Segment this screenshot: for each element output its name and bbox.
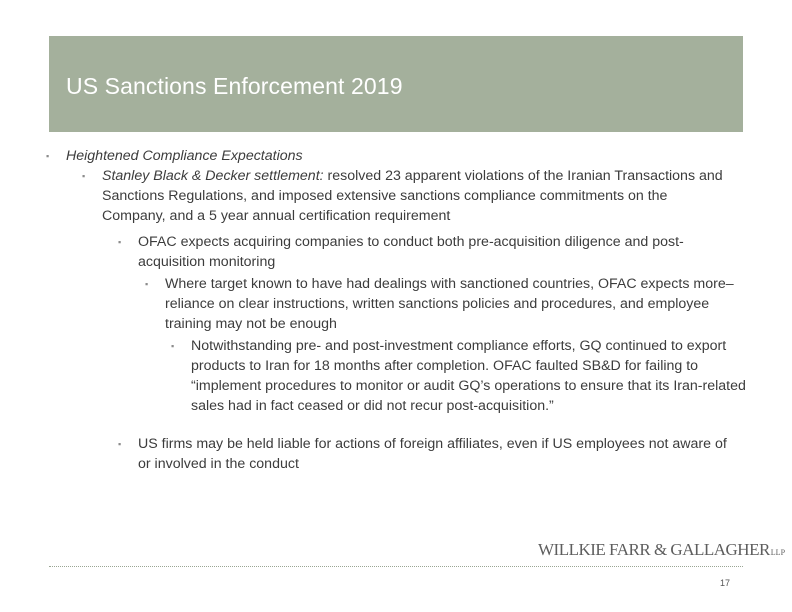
bullet-text: Heightened Compliance Expectations <box>66 148 303 164</box>
bullet-marker-icon: ▪ <box>118 237 122 247</box>
bullet-marker-icon: ▪ <box>171 341 175 351</box>
bullet-marker-icon: ▪ <box>82 171 86 181</box>
case-name: Stanley Black & Decker settlement: <box>102 168 324 184</box>
list-item <box>118 434 738 474</box>
logo-text: WILLKIE FARR & GALLAGHER <box>538 540 770 559</box>
case-description: resolved 23 apparent violations of the Iranian Transactions and Sanctions Regulations, and imposed extensive sanctions compliance commitments on the Company, and a 5 year annual certification requirement <box>102 168 723 224</box>
bullet-marker-icon: ▪ <box>46 151 50 161</box>
logo-suffix: LLP <box>770 548 786 557</box>
bullet-text: OFAC expects acquiring companies to conduct both pre-acquisition diligence and post-acquisition monitoring <box>138 234 684 270</box>
bullet-text: Where target known to have had dealings with sanctioned countries, OFAC expects more– reliance on clear instructions, written sanctions policies and procedures, and employee training may not be enough <box>165 276 734 332</box>
bullet-text: Notwithstanding pre- and post-investment compliance efforts, GQ continued to export products to Iran for 18 months after completion. OFAC faulted SB&D for failing to “implement procedures to monitor or audit GQ’s operations to ensure that its Iran-related sales had in fact ceased or did not recur post-acquisition.” <box>191 338 746 414</box>
list-item <box>145 274 735 334</box>
bullet-text <box>102 166 732 226</box>
list-item <box>46 146 746 166</box>
bullet-text: US firms may be held liable for actions of foreign affiliates, even if US employees not aware of or involved in the conduct <box>138 436 727 472</box>
bullet-marker-icon: ▪ <box>118 439 122 449</box>
list-item <box>118 232 728 272</box>
title-bar <box>49 36 743 132</box>
slide-title: US Sanctions Enforcement 2019 <box>66 73 403 99</box>
bullet-marker-icon: ▪ <box>145 279 149 289</box>
list-item <box>82 166 732 226</box>
firm-logo <box>538 540 785 560</box>
footer-divider <box>49 566 743 567</box>
list-item <box>171 336 746 416</box>
page-number: 17 <box>720 578 731 588</box>
